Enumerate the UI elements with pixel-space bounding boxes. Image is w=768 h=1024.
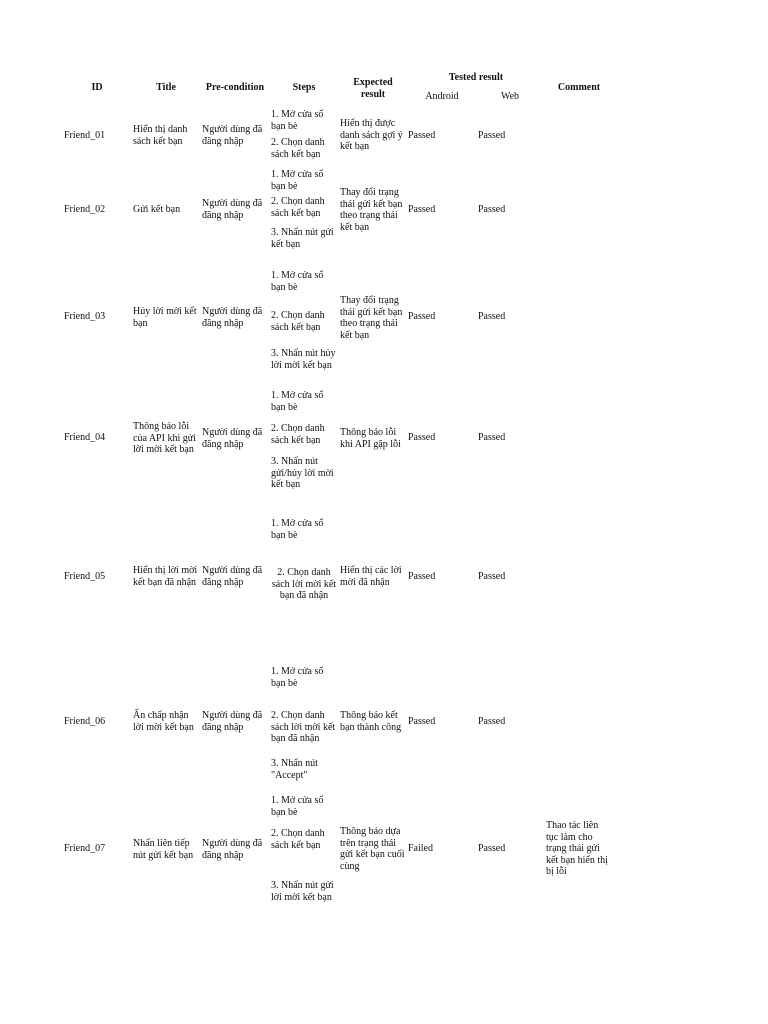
row-title: Thông báo lỗi của API khi gửi lời mời kết bạn [133, 421, 196, 455]
row-expected: Thay đổi trạng thái gửi kết bạn theo trạng thái kết bạn [340, 295, 403, 341]
row-precondition: Người dùng đã đăng nhập [202, 838, 263, 861]
row-title: Ấn chấp nhận lời mời kết bạn [133, 710, 194, 733]
row-step: 2. Chọn danh sách kết bạn [271, 137, 325, 160]
row-expected: Hiển thị được danh sách gợi ý kết bạn [340, 118, 403, 152]
row-expected: Thay đổi trạng thái gửi kết bạn theo trạng thái kết bạn [340, 187, 403, 233]
row-step: 1. Mở cửa sổ bạn bè [271, 169, 324, 192]
row-step: 1. Mở cửa sổ bạn bè [271, 390, 324, 413]
row-id: Friend_07 [64, 843, 106, 854]
row-web-result: Passed [478, 716, 506, 727]
row-step: 2. Chọn danh sách lời mời kết bạn đã nhận [271, 710, 336, 744]
header-android: Android [425, 91, 459, 102]
row-precondition: Người dùng đã đăng nhập [202, 124, 263, 147]
row-id: Friend_05 [64, 571, 106, 582]
row-expected: Thông báo lỗi khi API gặp lỗi [340, 427, 401, 450]
row-android-result: Passed [408, 716, 436, 727]
row-web-result: Passed [478, 571, 506, 582]
row-step: 3. Nhấn nút gửi lời mời kết bạn [271, 880, 334, 903]
row-precondition: Người dùng đã đăng nhập [202, 710, 263, 733]
row-precondition: Người dùng đã đăng nhập [202, 565, 263, 588]
row-android-result: Passed [408, 204, 436, 215]
header-id: ID [91, 82, 103, 93]
row-title: Gửi kết bạn [133, 204, 181, 215]
row-title: Hiển thị danh sách kết bạn [133, 124, 188, 147]
row-step: 1. Mở cửa sổ bạn bè [271, 270, 324, 293]
row-step: 2. Chọn danh sách kết bạn [271, 310, 325, 333]
header-web: Web [500, 91, 520, 102]
row-web-result: Passed [478, 432, 506, 443]
row-step: 3. Nhấn nút gửi/hủy lời mời kết bạn [271, 456, 334, 490]
row-step: 1. Mở cửa sổ bạn bè [271, 109, 324, 132]
row-android-result: Passed [408, 130, 436, 141]
row-web-result: Passed [478, 204, 506, 215]
row-id: Friend_06 [64, 716, 106, 727]
row-precondition: Người dùng đã đăng nhập [202, 306, 263, 329]
row-android-result: Failed [408, 843, 433, 854]
row-id: Friend_02 [64, 204, 106, 215]
row-title: Hủy lời mời kết bạn [133, 306, 197, 329]
row-android-result: Passed [408, 311, 436, 322]
row-comment: Thao tác liên tục làm cho trạng thái gửi kết bạn hiển thị bị lỗi [546, 820, 608, 877]
header-precondition: Pre-condition [205, 82, 265, 93]
row-step: 2. Chọn danh sách kết bạn [271, 423, 325, 446]
row-step: 2. Chọn danh sách lời mời kết bạn đã nhận [271, 567, 337, 601]
row-id: Friend_04 [64, 432, 106, 443]
row-step: 2. Chọn danh sách kết bạn [271, 196, 325, 219]
row-title: Nhấn liên tiếp nút gửi kết bạn [133, 838, 194, 861]
row-expected: Hiển thị các lời mời đã nhận [340, 565, 402, 588]
row-step: 3. Nhấn nút "Accept" [271, 758, 318, 781]
header-tested-result: Tested result [448, 72, 504, 83]
row-android-result: Passed [408, 571, 436, 582]
row-precondition: Người dùng đã đăng nhập [202, 198, 263, 221]
row-title: Hiển thị lời mời kết bạn đã nhận [133, 565, 198, 588]
row-web-result: Passed [478, 130, 506, 141]
row-step: 3. Nhấn nút gửi kết bạn [271, 227, 334, 250]
row-expected: Thông báo dựa trên trạng thái gửi kết bạn cuối cùng [340, 826, 405, 872]
row-web-result: Passed [478, 311, 506, 322]
row-id: Friend_01 [64, 130, 106, 141]
row-web-result: Passed [478, 843, 506, 854]
row-step: 1. Mở cửa sổ bạn bè [271, 518, 324, 541]
row-id: Friend_03 [64, 311, 106, 322]
header-comment: Comment [557, 82, 601, 93]
header-title: Title [156, 82, 176, 93]
row-precondition: Người dùng đã đăng nhập [202, 427, 263, 450]
row-android-result: Passed [408, 432, 436, 443]
row-step: 3. Nhấn nút hủy lời mời kết bạn [271, 348, 336, 371]
row-step: 1. Mở cửa sổ bạn bè [271, 666, 324, 689]
row-step: 2. Chọn danh sách kết bạn [271, 828, 325, 851]
header-expected-result: Expected result [353, 77, 393, 100]
header-steps: Steps [292, 82, 316, 93]
row-step: 1. Mở cửa sổ bạn bè [271, 795, 324, 818]
row-expected: Thông báo kết bạn thành công [340, 710, 402, 733]
